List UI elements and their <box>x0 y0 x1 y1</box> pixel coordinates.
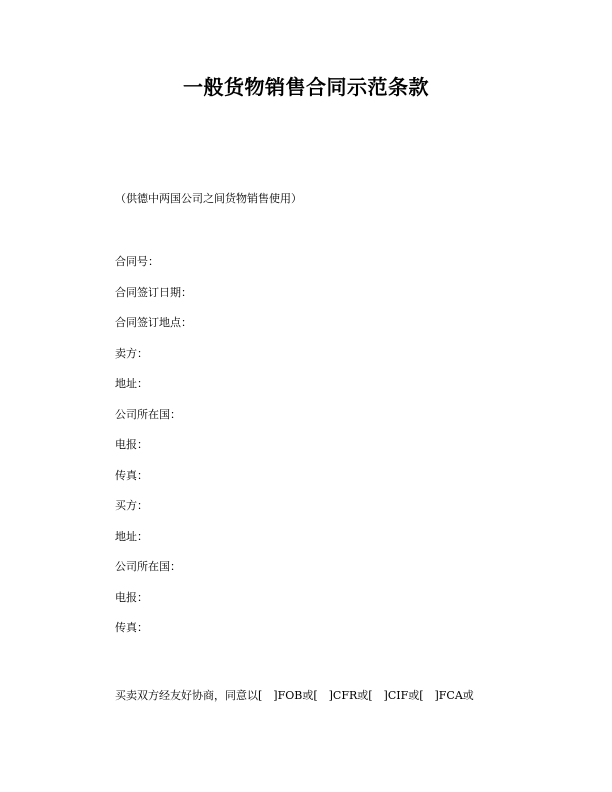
field-contract-number: 合同号： <box>115 255 159 268</box>
field-seller-telegram: 电报： <box>115 438 148 451</box>
field-seller-fax: 传真： <box>115 468 148 482</box>
field-buyer: 买方： <box>115 499 148 512</box>
field-seller-country: 公司所在国： <box>115 407 181 421</box>
contract-fields <box>115 254 192 651</box>
field-buyer-country: 公司所在国： <box>115 560 181 573</box>
field-buyer-address: 地址： <box>115 529 148 543</box>
document-title: 一般货物销售合同示范条款 <box>183 75 429 99</box>
field-signing-place: 合同签订地点： <box>115 316 192 329</box>
document-subtitle: （供德中两国公司之间货物销售使用） <box>115 192 302 205</box>
clause-paragraph: 买卖双方经友好协商，同意以[ ]FOB或[ ]CFR或[ ]CIF或[ ]FCA或 <box>115 689 474 702</box>
field-seller: 卖方： <box>115 346 148 360</box>
field-buyer-telegram: 电报： <box>115 590 148 604</box>
field-signing-date: 合同签订日期： <box>115 285 192 299</box>
field-seller-address: 地址： <box>115 377 148 390</box>
field-buyer-fax: 传真： <box>115 621 148 634</box>
